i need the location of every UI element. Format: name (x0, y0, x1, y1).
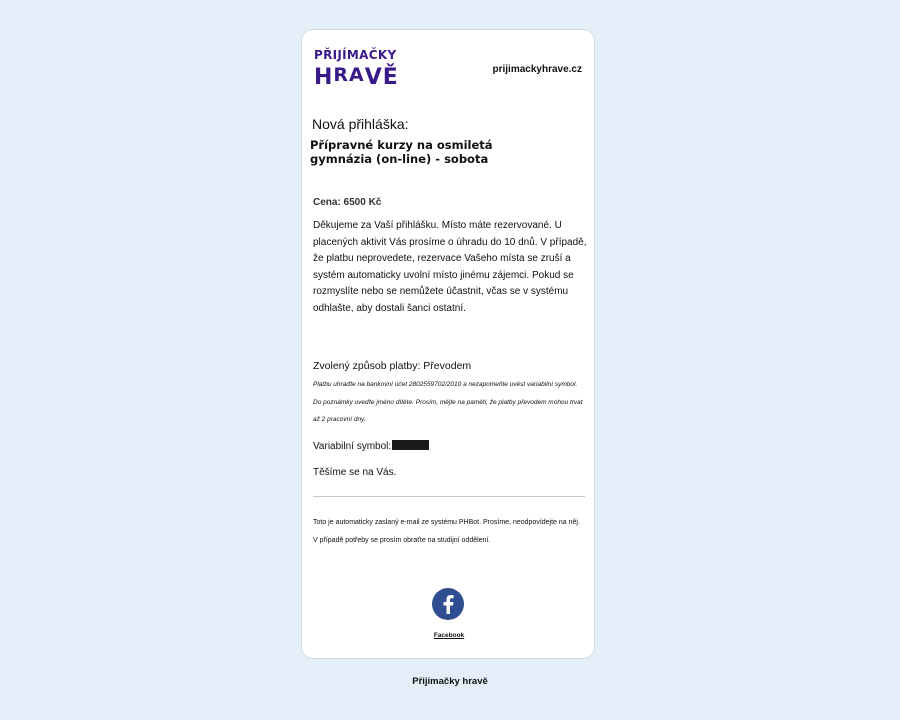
logo-line-bottom (314, 65, 399, 91)
facebook-icon[interactable] (432, 588, 464, 620)
closing-text: Těšíme se na Vás. (313, 467, 397, 478)
footer-brand: Přijímačky hravě (412, 676, 488, 687)
logo-letter-h: H (314, 65, 334, 90)
intro-text: Děkujeme za Vaší přihlášku. Místo máte rezervované. U placených aktivit Vás prosíme o úhradu do 10 dnů. V případě, že platbu neprovedete, rezervace Vašeho místa se zruší a systém automaticky uvolní místo jinému zájemci. Pokud se rozmyslíte nebo se nemůžete účastnit, včas se v systému odhlašte, aby dostali šanci ostatní. (313, 220, 587, 314)
payment-note: Platbu uhraďte na bankovní účet 2802559702/2010 a nezapomeňte uvést variabilní symbol. Do poznámky uveďte jméno dítěte. Prosím, mějte na paměti, že platby převodem mohou trvat až 2 pracovní dny. (313, 381, 583, 423)
logo-line-top: PŘIJÍMAČKY (314, 48, 397, 62)
variable-symbol (313, 440, 429, 452)
facebook-link[interactable]: Facebook (433, 632, 465, 639)
brand-logo[interactable] (314, 48, 399, 91)
facebook-f-glyph (441, 594, 455, 614)
email-card (301, 29, 595, 659)
variable-symbol-label: Variabilní symbol: (313, 441, 392, 452)
registration-label: Nová přihláška: (312, 116, 409, 132)
price: Cena: 6500 Kč (313, 197, 382, 208)
divider (313, 496, 585, 497)
logo-letters-ve: VĚ (364, 65, 399, 90)
redacted-value (392, 440, 429, 450)
payment-method: Zvolený způsob platby: Převodem (313, 360, 472, 372)
logo-letters-ra: RA (333, 64, 365, 86)
website-link[interactable]: prijimackyhrave.cz (492, 64, 582, 75)
course-title: Přípravné kurzy na osmiletá gymnázia (on-line) - sobota (310, 138, 493, 166)
auto-notice: Toto je automaticky zaslaný e-mail ze systému PHBot. Prosíme, neodpovídejte na něj. V případě potřeby se prosím obraťte na studijní oddělení. (313, 519, 580, 544)
